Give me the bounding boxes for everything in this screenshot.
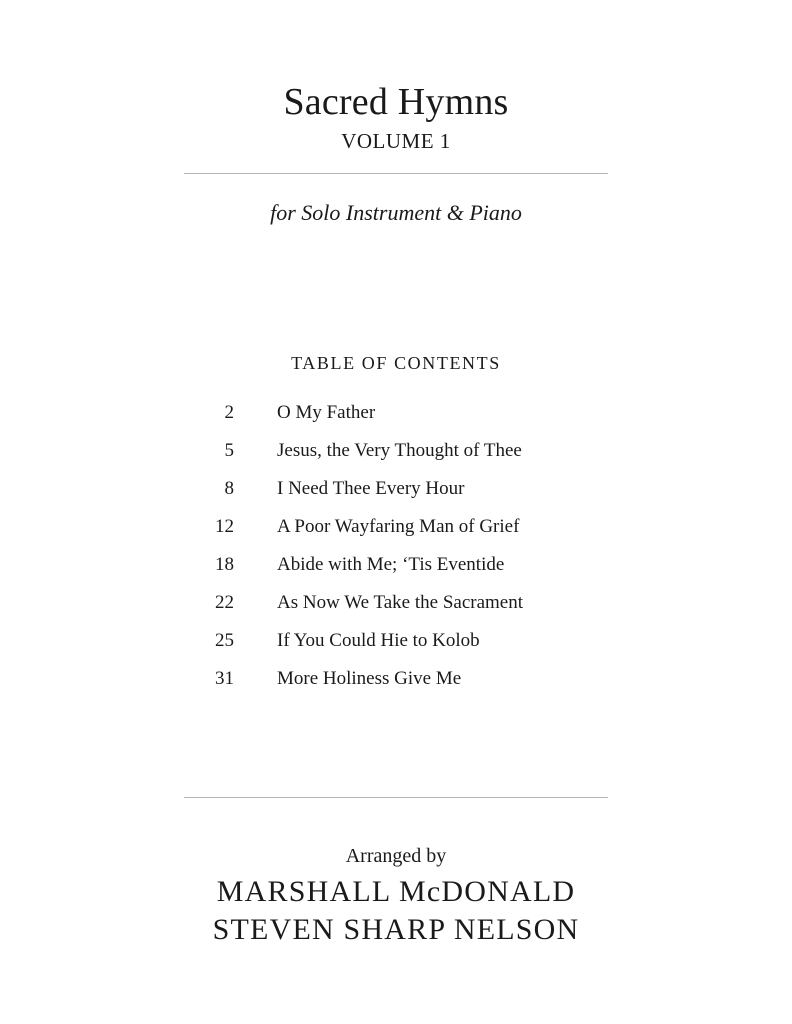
toc-entry-title: A Poor Wayfaring Man of Grief [277, 516, 520, 537]
subtitle: for Solo Instrument & Piano [270, 200, 522, 225]
toc-entry-title: More Holiness Give Me [277, 668, 462, 689]
toc-entry [0, 666, 792, 704]
toc-list [0, 400, 792, 704]
toc-page-number: 12 [215, 516, 234, 537]
toc-entry [0, 476, 792, 514]
toc-page-number: 25 [215, 630, 234, 651]
toc-page-number: 22 [215, 592, 234, 613]
toc-page-number: 5 [224, 440, 234, 461]
toc-entry-title: Jesus, the Very Thought of Thee [277, 440, 522, 461]
toc-page-number: 2 [224, 402, 234, 423]
toc-page-number: 18 [215, 554, 234, 575]
volume-label: VOLUME 1 [341, 129, 451, 153]
arranged-by-label: Arranged by [345, 845, 447, 867]
toc-entry-title: Abide with Me; ‘Tis Eventide [277, 554, 505, 575]
toc-entry-title: As Now We Take the Sacrament [277, 592, 524, 613]
top-divider [184, 173, 608, 174]
toc-entry [0, 514, 792, 552]
toc-entry [0, 438, 792, 476]
toc-entry-title: O My Father [277, 402, 376, 423]
toc-entry [0, 552, 792, 590]
arranger-name: STEVEN SHARP NELSON [212, 913, 580, 946]
toc-page-number: 8 [224, 478, 234, 499]
document-title: Sacred Hymns [283, 81, 509, 123]
toc-entry [0, 400, 792, 438]
bottom-divider [184, 797, 608, 798]
toc-entry-title: If You Could Hie to Kolob [277, 630, 480, 651]
toc-entry [0, 628, 792, 666]
toc-entry-title: I Need Thee Every Hour [277, 478, 465, 499]
toc-entry [0, 590, 792, 628]
toc-page-number: 31 [215, 668, 234, 689]
arranger-name: MARSHALL McDONALD [216, 875, 576, 908]
toc-heading: TABLE OF CONTENTS [291, 353, 501, 373]
